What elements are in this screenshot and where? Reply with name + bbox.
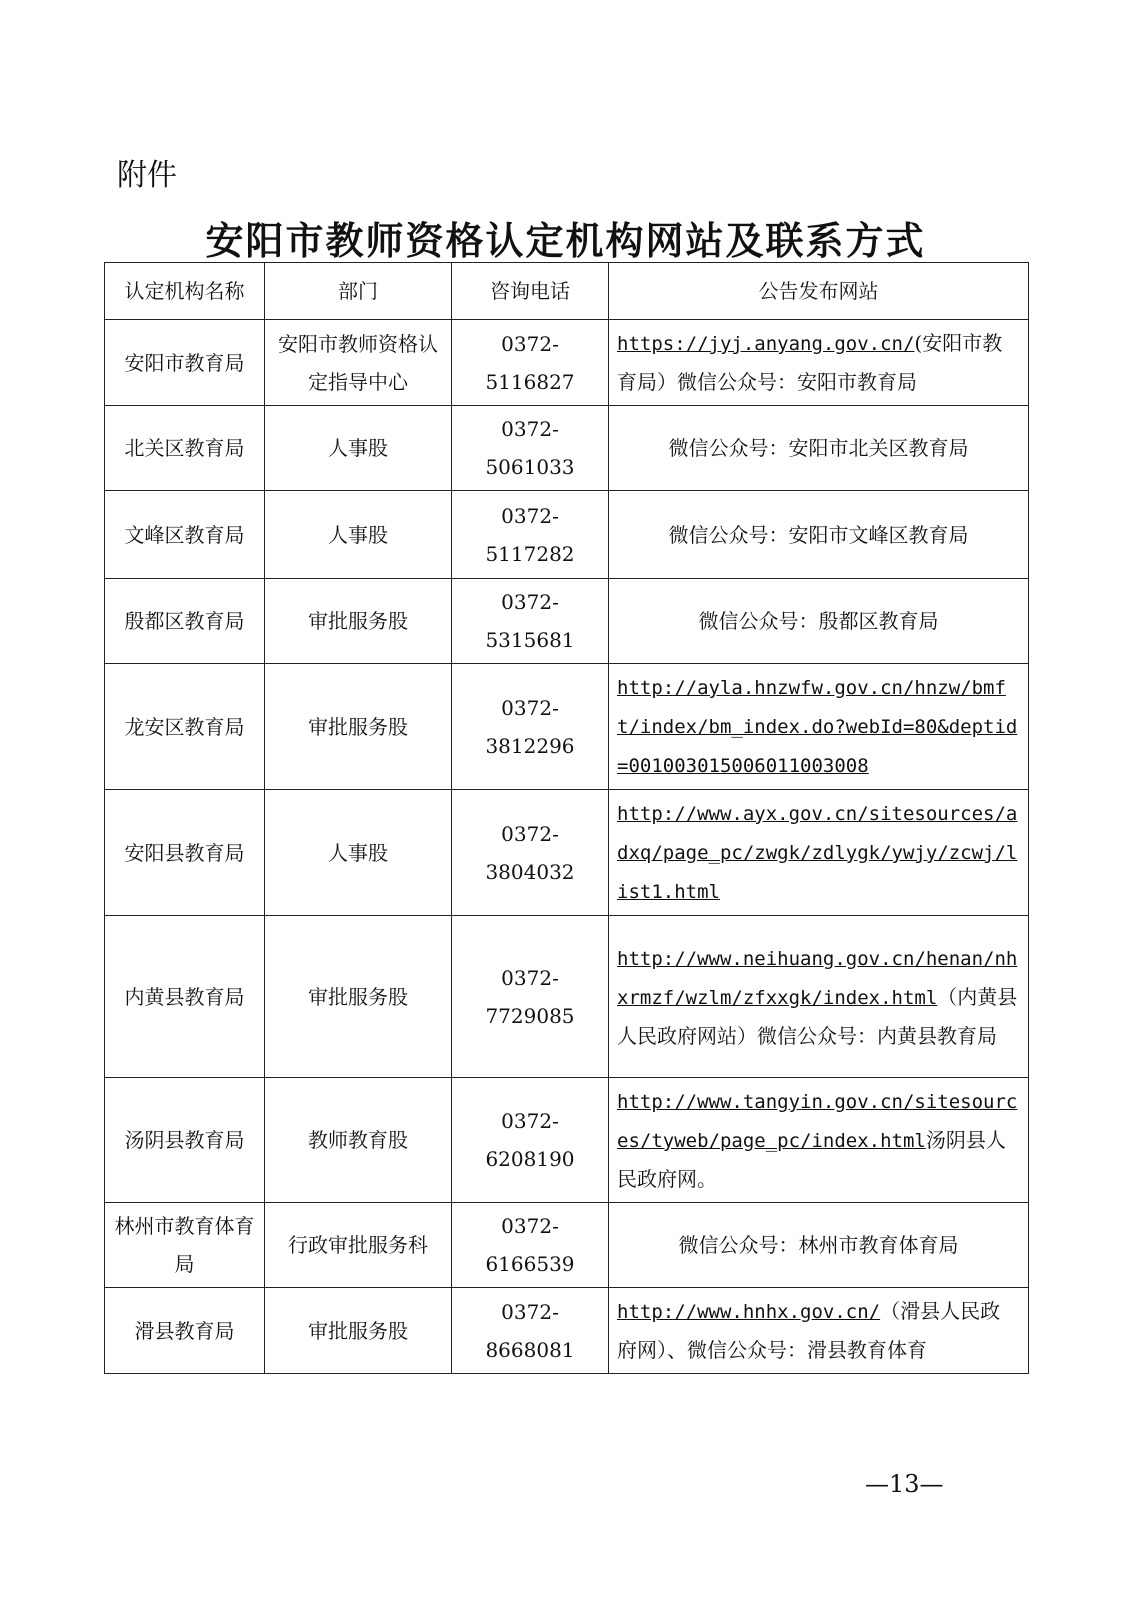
website-note: （滑县人民政府网）、微信公众号：滑县教育体育	[617, 1299, 1001, 1362]
website-cell	[609, 579, 1029, 664]
dept-name: 审批服务股	[265, 916, 452, 1078]
org-name: 滑县教育局	[105, 1288, 265, 1374]
website-cell	[609, 664, 1029, 790]
phone-number: 0372-7729085	[452, 916, 609, 1078]
website-cell	[609, 320, 1029, 406]
header-phone: 咨询电话	[452, 263, 609, 320]
dept-name: 安阳市教师资格认定指导中心	[265, 320, 452, 406]
table-row	[105, 664, 1029, 790]
phone-number: 0372-3804032	[452, 790, 609, 916]
table-row	[105, 579, 1029, 664]
website-note: （内黄县人民政府网站）微信公众号：内黄县教育局	[617, 984, 1018, 1048]
dept-name: 人事股	[265, 406, 452, 491]
page-title: 安阳市教师资格认定机构网站及联系方式	[205, 218, 926, 263]
page-number: —13—	[865, 1470, 944, 1498]
website-link[interactable]: http://ayla.hnzwfw.gov.cn/hnzw/bmft/index/bm_index.do?webId=80&deptid=001003015006011003008	[617, 677, 1018, 777]
website-cell	[609, 790, 1029, 916]
table-row	[105, 320, 1029, 406]
dept-name: 行政审批服务科	[265, 1203, 452, 1288]
org-name: 内黄县教育局	[105, 916, 265, 1078]
dept-name: 人事股	[265, 790, 452, 916]
header-website: 公告发布网站	[609, 263, 1029, 320]
website-cell	[609, 916, 1029, 1078]
website-cell	[609, 1203, 1029, 1288]
website-link[interactable]: http://www.hnhx.gov.cn/	[617, 1301, 881, 1323]
dept-name: 教师教育股	[265, 1078, 452, 1203]
website-cell	[609, 1078, 1029, 1203]
website-note: 微信公众号：林州市教育体育局	[678, 1233, 959, 1257]
website-note: 汤阴县人民政府网。	[617, 1128, 1006, 1191]
website-link[interactable]: http://www.neihuang.gov.cn/henan/nhxrmzf/wzlm/zfxxgk/index.html	[617, 947, 1018, 1009]
header-dept: 部门	[265, 263, 452, 320]
org-name: 北关区教育局	[105, 406, 265, 491]
website-note: 微信公众号：安阳市北关区教育局	[668, 436, 969, 460]
phone-number: 0372-6208190	[452, 1078, 609, 1203]
table-header-row	[105, 263, 1029, 320]
website-link[interactable]: https://jyj.anyang.gov.cn/	[617, 333, 915, 355]
website-cell	[609, 491, 1029, 579]
website-note: (安阳市教育局）微信公众号：安阳市教育局	[617, 331, 1003, 394]
phone-number: 0372-5061033	[452, 406, 609, 491]
website-link[interactable]: http://www.tangyin.gov.cn/sitesources/tyweb/page_pc/index.html	[617, 1091, 1018, 1152]
contacts-table	[104, 262, 1029, 1374]
attachment-label: 附件	[117, 158, 177, 193]
org-name: 安阳市教育局	[105, 320, 265, 406]
website-cell	[609, 406, 1029, 491]
website-note: 微信公众号：殷都区教育局	[698, 609, 939, 633]
phone-number: 0372-6166539	[452, 1203, 609, 1288]
phone-number: 0372-8668081	[452, 1288, 609, 1374]
org-name: 安阳县教育局	[105, 790, 265, 916]
phone-number: 0372-5315681	[452, 579, 609, 664]
table-row	[105, 1203, 1029, 1288]
phone-number: 0372-5117282	[452, 491, 609, 579]
website-note: 微信公众号：安阳市文峰区教育局	[668, 522, 969, 547]
header-org: 认定机构名称	[105, 263, 265, 320]
table-row	[105, 1078, 1029, 1203]
org-name: 殷都区教育局	[105, 579, 265, 664]
phone-number: 0372-5116827	[452, 320, 609, 406]
table-row	[105, 916, 1029, 1078]
dept-name: 审批服务股	[265, 664, 452, 790]
table-row	[105, 1288, 1029, 1374]
dept-name: 审批服务股	[265, 579, 452, 664]
dept-name: 审批服务股	[265, 1288, 452, 1374]
website-cell	[609, 1288, 1029, 1374]
org-name: 汤阴县教育局	[105, 1078, 265, 1203]
org-name: 林州市教育体育局	[105, 1203, 265, 1288]
dept-name: 人事股	[265, 491, 452, 579]
phone-number: 0372-3812296	[452, 664, 609, 790]
table-row	[105, 406, 1029, 491]
org-name: 龙安区教育局	[105, 664, 265, 790]
table-row	[105, 491, 1029, 579]
table-row	[105, 790, 1029, 916]
website-link[interactable]: http://www.ayx.gov.cn/sitesources/adxq/page_pc/zwgk/zdlygk/ywjy/zcwj/list1.html	[617, 803, 1018, 903]
org-name: 文峰区教育局	[105, 491, 265, 579]
